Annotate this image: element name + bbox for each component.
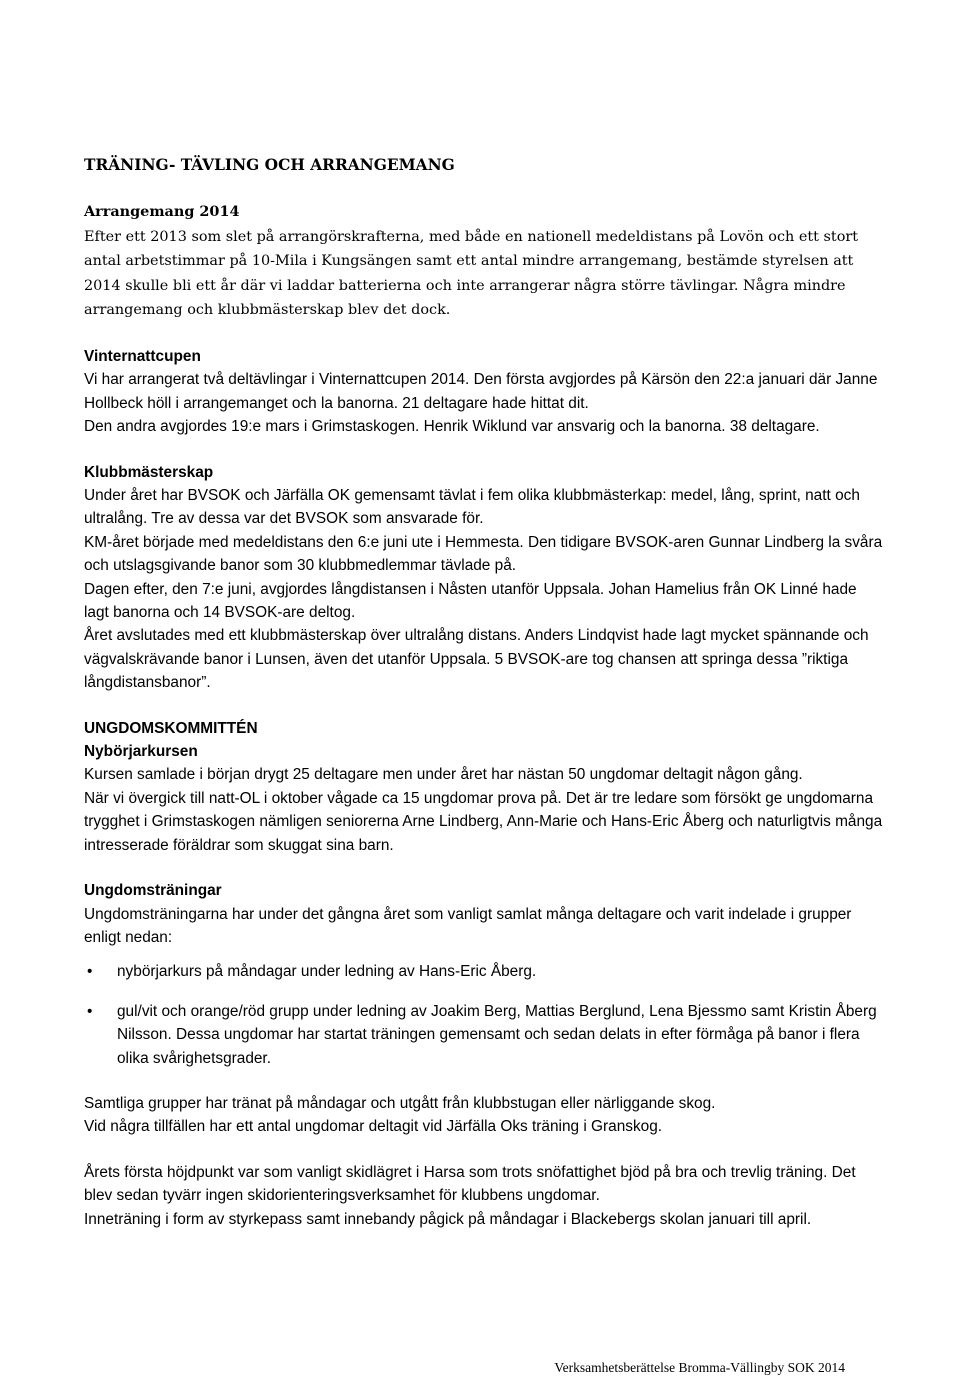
page-title: TRÄNING- TÄVLING OCH ARRANGEMANG (84, 156, 455, 174)
document-page (84, 153, 884, 1231)
paragraph-klubbmasterskap-3: Dagen efter, den 7:e juni, avgjordes långdistansen i Nåsten utanför Uppsala. Johan Hamelius från OK Linné hade lagt banorna och 14 BVSOK-are deltog. (84, 580, 857, 622)
paragraph-hojdpunkt-1: Årets första höjdpunkt var som vanligt skidlägret i Harsa som trots snöfattighet bjöd på bra och trevlig träning. Det blev sedan tyvärr ingen skidorienteringsverksamhet för klubbens ungdomar. (84, 1163, 856, 1205)
heading-ungdomskommitten: UNGDOMSKOMMITTÉN (84, 719, 258, 737)
paragraph-nyborjarkursen-1: Kursen samlade i början drygt 25 deltagare men under året har nästan 50 ungdomar deltagit någon gång. (84, 766, 803, 784)
paragraph-klubbmasterskap-4: Året avslutades med ett klubbmästerskap över ultralång distans. Anders Lindqvist hade lagt mycket spännande och vägvalskrävande banor i Lunsen, även det utanför Uppsala. 5 BVSOK-are tog chansen att springa dessa ”riktiga långdistansbanor”. (84, 627, 869, 692)
section-ungdomskommitten (84, 717, 884, 1231)
paragraph-vinternattcupen-2: Den andra avgjordes 19:e mars i Grimstaskogen. Henrik Wiklund var ansvarig och la banorna. 38 deltagare. (84, 418, 820, 436)
section-vinternattcupen (84, 345, 884, 439)
heading-vinternattcupen: Vinternattcupen (84, 347, 201, 365)
paragraph-samtliga-1: Samtliga grupper har tränat på måndagar och utgått från klubbstugan eller närliggande skog. (84, 1094, 716, 1112)
list-item (84, 960, 884, 983)
heading-arrangemang: Arrangemang 2014 (84, 203, 240, 220)
list-item-text: gul/vit och orange/röd grupp under ledning av Joakim Berg, Mattias Berglund, Lena Bjessmo samt Kristin Åberg Nilsson. Dessa ungdomar har startat träningen gemensamt och sedan delats in efter förmåga på banor i flera olika svårighetsgrader. (117, 1002, 877, 1067)
bullet-icon: • (87, 1002, 93, 1020)
page-footer: Verksamhetsberättelse Bromma-Vällingby SOK 2014 (554, 1360, 845, 1375)
heading-nyborjarkursen: Nybörjarkursen (84, 743, 198, 761)
section-klubbmasterskap (84, 461, 884, 695)
paragraph-vinternattcupen-1: Vi har arrangerat två deltävlingar i Vinternattcupen 2014. Den första avgjordes på Kärsön den 22:a januari där Janne Hollbeck höll i arrangemanget och la banorna. 21 deltagare hade hittat dit. (84, 371, 878, 412)
paragraph-nyborjarkursen-2: När vi övergick till natt-OL i oktober vågade ca 15 ungdomar prova på. Det är tre ledare som försökt ge ungdomarna trygghet i Grimstaskogen nämligen seniorerna Arne Lindberg, Ann-Marie och Hans-Eric Åberg och naturligtvis många intresserade föräldrar som skuggat sina barn. (84, 789, 883, 854)
paragraph-arrangemang: Efter ett 2013 som slet på arrangörskrafterna, med både en nationell medeldistans på Lovön och ett stort antal arbetstimmar på 10-Mila i Kungsängen samt ett antal mindre arrangemang, bestämde styrelsen att 2014 skulle bli ett år där vi laddar batterierna och inte arrangerar några större tävlingar. Några mindre arrangemang och klubbmästerskap blev det dock. (84, 228, 859, 319)
heading-ungdomstraningar: Ungdomsträningar (84, 882, 222, 900)
bullet-icon: • (87, 963, 93, 981)
list-item-text: nybörjarkurs på måndagar under ledning av Hans-Eric Åberg. (117, 963, 537, 981)
paragraph-hojdpunkt-2: Inneträning i form av styrkepass samt innebandy pågick på måndagar i Blackebergs skolan januari till april. (84, 1210, 812, 1228)
paragraph-samtliga-2: Vid några tillfällen har ett antal ungdomar deltagit vid Järfälla Oks träning i Granskog. (84, 1118, 663, 1136)
paragraph-ungdomstraningar-intro: Ungdomsträningarna har under det gångna året som vanligt samlat många deltagare och varit indelade i grupper enligt nedan: (84, 905, 852, 946)
paragraph-klubbmasterskap-2: KM-året började med medeldistans den 6:e juni ute i Hemmesta. Den tidigare BVSOK-aren Gunnar Lindberg la svåra och utslagsgivande banor som 30 klubbmedlemmar tävlade på. (84, 533, 883, 575)
section-arrangemang (84, 200, 884, 323)
list-item (84, 1000, 884, 1070)
paragraph-klubbmasterskap-1: Under året har BVSOK och Järfälla OK gemensamt tävlat i fem olika klubbmästerkap: medel, lång, sprint, natt och ultralång. Tre av dessa var det BVSOK som ansvarade för. (84, 487, 860, 528)
group-list (84, 960, 884, 1070)
heading-klubbmasterskap: Klubbmästerskap (84, 463, 214, 481)
